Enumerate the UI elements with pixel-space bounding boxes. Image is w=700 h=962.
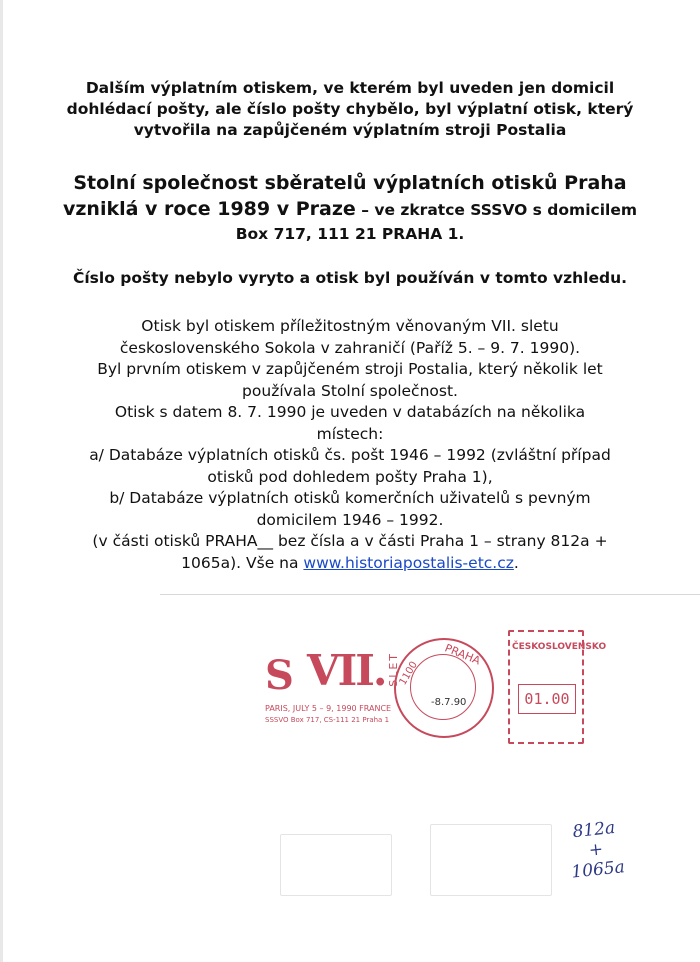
description-line: a/ Databáze výplatních otisků čs. pošt 1946 – 1992 (zvláštní případ: [89, 446, 611, 464]
slogan-main: VII.: [307, 646, 386, 695]
description-line: b/ Databáze výplatních otisků komerčních uživatelů s pevným: [109, 489, 591, 507]
handwritten-line: 1065a: [570, 857, 626, 883]
intro-line: Dalším výplatním otiskem, ve kterém byl uveden jen domicil: [85, 79, 615, 97]
handwritten-line: +: [587, 839, 605, 861]
intro-paragraph: [60, 78, 640, 141]
description-line: Byl prvním otiskem v zapůjčeném stroji Postalia, který několik let: [97, 360, 603, 378]
slogan-line1: PARIS, JULY 5 – 9, 1990 FRANCE: [265, 704, 392, 713]
slogan-slet: SLET: [387, 652, 400, 687]
society-name: Stolní společnost sběratelů výplatních otisků Praha: [73, 172, 627, 194]
society-address: Box 717, 111 21 PRAHA 1.: [235, 225, 465, 243]
postmark-code: 1100: [397, 659, 420, 688]
description-line: Otisk byl otiskem příležitostným věnovaným VII. sletu: [141, 317, 559, 335]
society-abbrev: – ve zkratce SSSVO s domicilem: [355, 201, 637, 219]
postmark-circle: [394, 638, 494, 738]
description-line: (v části otisků PRAHA__ bez čísla a v části Praha 1 – strany 812a +: [92, 532, 608, 550]
description-line: československého Sokola v zahraničí (Paříž 5. – 9. 7. 1990).: [119, 338, 581, 357]
envelope-edge: [160, 594, 700, 595]
handwritten-note: [553, 816, 639, 884]
stamp-value: 01.00: [518, 684, 576, 714]
society-paragraph: [60, 170, 640, 246]
society-founded: vzniklá v roce 1989 v Praze: [62, 198, 356, 220]
note-paragraph: Číslo pošty nebylo vyryto a otisk byl používán v tomto vzhledu.: [72, 269, 627, 287]
intro-line: vytvořila na zapůjčeném výplatním stroji Postalia: [133, 121, 567, 139]
envelope-scan: [160, 594, 700, 962]
stamp-country: ČESKOSLOVENSKO: [512, 642, 607, 652]
link-suffix: .: [513, 553, 519, 572]
description-line: Otisk s datem 8. 7. 1990 je uveden v databázích na několika: [114, 403, 586, 421]
description-line: používala Stolní společnost.: [242, 381, 458, 400]
slogan-cliche: [265, 642, 405, 742]
handwritten-line: 812a: [571, 817, 617, 843]
link-prefix: 1065a). Vše na: [181, 553, 304, 572]
intro-line: dohlédací pošty, ale číslo pošty chybělo, byl výplatní otisk, který: [66, 100, 634, 118]
postmark-inner-ring: [410, 654, 476, 720]
description-line: místech:: [316, 424, 384, 443]
description-paragraph: [60, 316, 640, 574]
website-link[interactable]: www.historiapostalis-etc.cz: [303, 553, 514, 572]
postmark-city: PRAHA: [442, 641, 483, 668]
faint-backside-print: [280, 834, 392, 896]
postmark-date: -8.7.90: [431, 697, 467, 708]
slogan-line2: SSSVO Box 717, CS-111 21 Praha 1: [265, 716, 390, 724]
description-line: domicilem 1946 – 1992.: [256, 510, 444, 529]
sokol-logo-icon: S: [265, 652, 294, 699]
faint-backside-print: [430, 824, 552, 896]
description-line: otisků pod dohledem pošty Praha 1),: [207, 467, 493, 486]
meter-value-stamp: [508, 630, 607, 744]
page-edge: [0, 0, 3, 962]
